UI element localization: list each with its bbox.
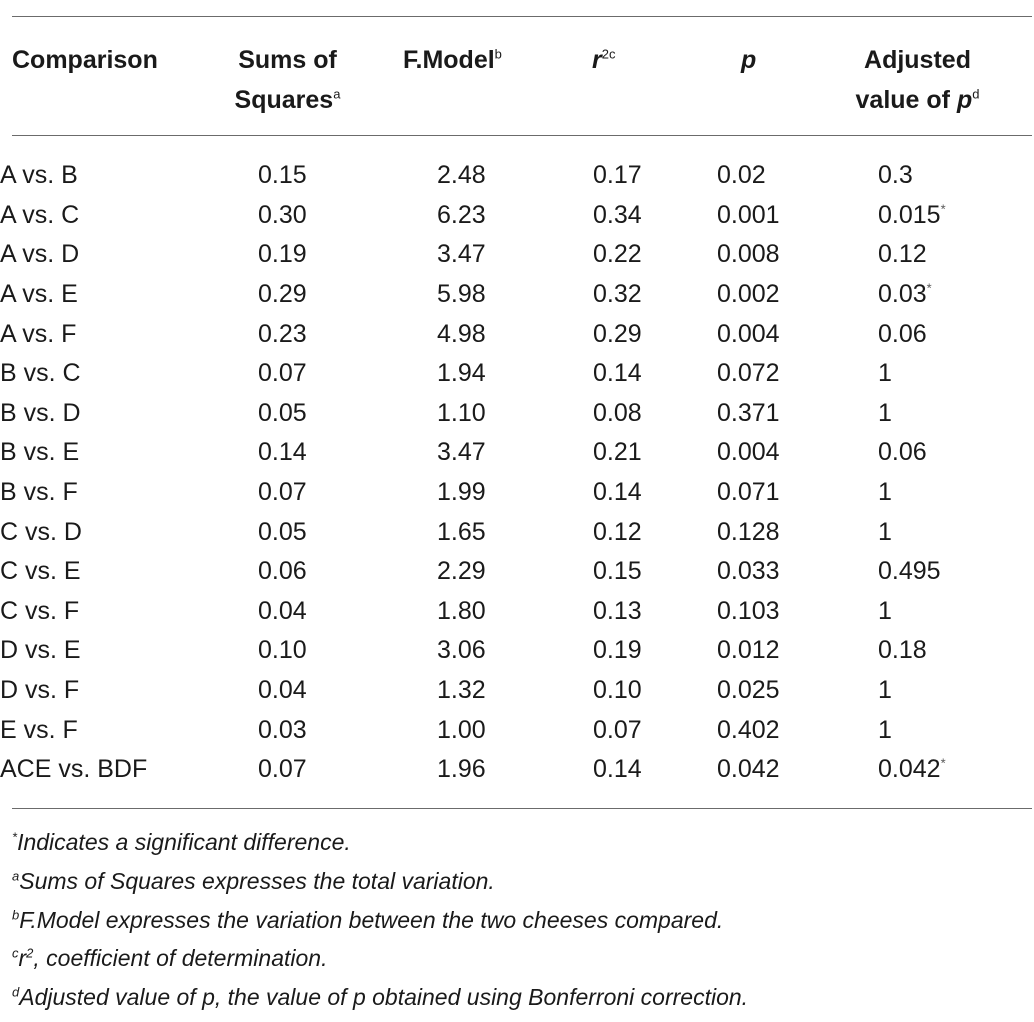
cell-comparison xyxy=(0,275,250,315)
cell-value: 0.12 xyxy=(593,517,642,546)
cell-value: 0.10 xyxy=(593,676,642,705)
cell-value: C vs. F xyxy=(0,596,80,625)
cell-adj xyxy=(877,631,1034,671)
cell-comparison xyxy=(0,631,250,671)
cell-fmodel xyxy=(425,235,593,275)
footnote-mark: * xyxy=(12,829,18,845)
cell-value: 0.012 xyxy=(717,636,780,665)
cell-r2 xyxy=(593,512,717,552)
footnote-b xyxy=(12,901,1027,940)
header-r2-sup: 2c xyxy=(601,46,616,62)
footnote-mark: a xyxy=(12,868,20,884)
cell-comparison xyxy=(0,314,250,354)
cell-value: 0.3 xyxy=(878,161,913,190)
cell-value: ACE vs. BDF xyxy=(0,755,148,784)
cell-sums xyxy=(250,156,425,196)
table-row xyxy=(0,671,1034,711)
header-adj-line1: Adjusted xyxy=(864,46,971,74)
cell-p xyxy=(717,314,877,354)
header-fmodel-label: F.Model xyxy=(403,46,495,74)
table-row xyxy=(0,156,1034,196)
cell-fmodel xyxy=(425,592,593,632)
cell-value: 0.06 xyxy=(878,319,927,348)
cell-value: 0.008 xyxy=(717,240,780,269)
cell-value: 0.23 xyxy=(258,319,307,348)
significance-mark: * xyxy=(926,280,932,296)
cell-value: 0.004 xyxy=(717,438,780,467)
cell-sums xyxy=(250,750,425,790)
cell-value: 1 xyxy=(878,517,892,546)
table-row xyxy=(0,196,1034,236)
cell-value: 0.29 xyxy=(258,280,307,309)
cell-adj xyxy=(877,750,1034,790)
cell-value: 3.06 xyxy=(437,636,486,665)
cell-value: 0.07 xyxy=(258,359,307,388)
cell-adj xyxy=(877,433,1034,473)
cell-value: 0.13 xyxy=(593,596,642,625)
cell-fmodel xyxy=(425,275,593,315)
table-row xyxy=(0,275,1034,315)
cell-value: 1.96 xyxy=(437,755,486,784)
cell-value: 0.21 xyxy=(593,438,642,467)
cell-adj xyxy=(877,354,1034,394)
cell-value: 1.94 xyxy=(437,359,486,388)
cell-r2 xyxy=(593,552,717,592)
table-row xyxy=(0,750,1034,790)
cell-fmodel xyxy=(425,473,593,513)
cell-value: 0.14 xyxy=(593,359,642,388)
cell-sums xyxy=(250,512,425,552)
cell-value: 0.08 xyxy=(593,398,642,427)
cell-value: 1.80 xyxy=(437,596,486,625)
cell-value: 0.22 xyxy=(593,240,642,269)
header-adjusted-p xyxy=(830,40,1005,120)
cell-value: 0.05 xyxy=(258,398,307,427)
cell-value: B vs. F xyxy=(0,478,78,507)
cell-value: A vs. E xyxy=(0,280,78,309)
cell-p xyxy=(717,275,877,315)
header-fmodel-sup: b xyxy=(494,46,502,62)
cell-sums xyxy=(250,433,425,473)
cell-fmodel xyxy=(425,631,593,671)
header-comparison xyxy=(12,40,158,80)
cell-fmodel xyxy=(425,671,593,711)
cell-value: 0.29 xyxy=(593,319,642,348)
cell-value: A vs. C xyxy=(0,200,80,229)
cell-value: 0.14 xyxy=(258,438,307,467)
cell-value: 0.002 xyxy=(717,280,780,309)
cell-fmodel xyxy=(425,512,593,552)
header-r2 xyxy=(592,40,615,80)
cell-value: 0.025 xyxy=(717,676,780,705)
cell-value: 0.07 xyxy=(593,715,642,744)
cell-value: 0.19 xyxy=(593,636,642,665)
cell-comparison xyxy=(0,750,250,790)
cell-value: 1 xyxy=(878,596,892,625)
cell-sums xyxy=(250,314,425,354)
footnote-text: r xyxy=(18,945,27,972)
cell-p xyxy=(717,750,877,790)
cell-value: 0.128 xyxy=(717,517,780,546)
cell-comparison xyxy=(0,354,250,394)
cell-fmodel xyxy=(425,196,593,236)
cell-fmodel xyxy=(425,394,593,434)
cell-value: 3.47 xyxy=(437,240,486,269)
cell-p xyxy=(717,394,877,434)
cell-r2 xyxy=(593,473,717,513)
cell-value: 0.03 xyxy=(258,715,307,744)
cell-value: B vs. E xyxy=(0,438,80,467)
significance-mark: * xyxy=(940,755,946,771)
cell-value: 0.32 xyxy=(593,280,642,309)
cell-value: 6.23 xyxy=(437,200,486,229)
cell-fmodel xyxy=(425,314,593,354)
header-adj-p: p xyxy=(956,86,973,114)
cell-r2 xyxy=(593,671,717,711)
cell-value: 0.07 xyxy=(258,755,307,784)
cell-value: 1 xyxy=(878,398,892,427)
cell-p xyxy=(717,473,877,513)
table-row xyxy=(0,433,1034,473)
cell-r2 xyxy=(593,354,717,394)
significance-mark: * xyxy=(940,201,946,217)
cell-comparison xyxy=(0,592,250,632)
table-row xyxy=(0,473,1034,513)
cell-sums xyxy=(250,592,425,632)
footnote-significance xyxy=(12,823,1027,862)
cell-value: 1.32 xyxy=(437,676,486,705)
cell-p xyxy=(717,592,877,632)
table-row xyxy=(0,235,1034,275)
cell-fmodel xyxy=(425,750,593,790)
header-adj-sup: d xyxy=(972,86,980,102)
cell-comparison xyxy=(0,156,250,196)
cell-adj xyxy=(877,473,1034,513)
cell-value: 1.00 xyxy=(437,715,486,744)
cell-p xyxy=(717,235,877,275)
cell-value: C vs. D xyxy=(0,517,82,546)
cell-value: A vs. F xyxy=(0,319,77,348)
header-sums-line1: Sums of xyxy=(238,46,337,74)
cell-value: 2.48 xyxy=(437,161,486,190)
cell-value: A vs. D xyxy=(0,240,80,269)
cell-value: C vs. E xyxy=(0,557,81,586)
cell-value: 1.65 xyxy=(437,517,486,546)
cell-value: 0.07 xyxy=(258,478,307,507)
cell-value: 0.12 xyxy=(878,240,927,269)
cell-fmodel xyxy=(425,710,593,750)
cell-adj xyxy=(877,671,1034,711)
footnote-text: Indicates a significant difference. xyxy=(17,829,351,855)
footnote-text-rest: , coefficient of determination. xyxy=(33,945,328,972)
header-comparison-label: Comparison xyxy=(12,46,158,74)
cell-p xyxy=(717,433,877,473)
cell-value: B vs. D xyxy=(0,398,81,427)
footnote-text: Adjusted value of p, the value of p obtained using Bonferroni correction. xyxy=(19,984,749,1011)
cell-value: 0.402 xyxy=(717,715,780,744)
footnotes xyxy=(12,823,1027,1017)
cell-r2 xyxy=(593,314,717,354)
cell-comparison xyxy=(0,473,250,513)
cell-sums xyxy=(250,196,425,236)
cell-p xyxy=(717,710,877,750)
cell-value: 0.042 xyxy=(717,755,780,784)
cell-value: 0.34 xyxy=(593,200,642,229)
cell-fmodel xyxy=(425,433,593,473)
header-fmodel xyxy=(403,40,502,80)
cell-sums xyxy=(250,631,425,671)
cell-r2 xyxy=(593,433,717,473)
cell-value: 1.10 xyxy=(437,398,486,427)
cell-fmodel xyxy=(425,354,593,394)
cell-sums xyxy=(250,552,425,592)
cell-p xyxy=(717,196,877,236)
cell-value: D vs. F xyxy=(0,676,80,705)
cell-value: A vs. B xyxy=(0,161,78,190)
cell-value: 0.042 xyxy=(878,755,941,784)
cell-adj xyxy=(877,314,1034,354)
cell-value: 5.98 xyxy=(437,280,486,309)
cell-value: 4.98 xyxy=(437,319,486,348)
cell-value: 0.15 xyxy=(258,161,307,190)
cell-adj xyxy=(877,196,1034,236)
cell-adj xyxy=(877,394,1034,434)
header-r2-label: r xyxy=(592,46,602,74)
cell-comparison xyxy=(0,433,250,473)
table-row xyxy=(0,314,1034,354)
cell-value: 1 xyxy=(878,359,892,388)
cell-value: D vs. E xyxy=(0,636,81,665)
cell-p xyxy=(717,512,877,552)
header-sums-sup: a xyxy=(333,86,341,102)
cell-value: 0.371 xyxy=(717,398,780,427)
cell-value: 0.15 xyxy=(593,557,642,586)
cell-value: 2.29 xyxy=(437,557,486,586)
footnote-a xyxy=(12,862,1027,901)
permanova-table xyxy=(0,156,1034,790)
table-row xyxy=(0,512,1034,552)
cell-r2 xyxy=(593,710,717,750)
cell-r2 xyxy=(593,750,717,790)
cell-value: 0.071 xyxy=(717,478,780,507)
cell-value: 1 xyxy=(878,478,892,507)
table-row xyxy=(0,354,1034,394)
cell-value: 0.103 xyxy=(717,596,780,625)
header-adj-line2: value of xyxy=(855,86,957,114)
cell-fmodel xyxy=(425,156,593,196)
cell-value: 1.99 xyxy=(437,478,486,507)
table-bottom-rule xyxy=(12,808,1032,809)
cell-value: 0.05 xyxy=(258,517,307,546)
table-row xyxy=(0,552,1034,592)
cell-sums xyxy=(250,394,425,434)
cell-fmodel xyxy=(425,552,593,592)
footnote-d xyxy=(12,978,1027,1017)
cell-value: 1 xyxy=(878,715,892,744)
cell-sums xyxy=(250,473,425,513)
cell-value: 0.30 xyxy=(258,200,307,229)
cell-value: 0.03 xyxy=(878,280,927,309)
cell-p xyxy=(717,552,877,592)
cell-value: 0.072 xyxy=(717,359,780,388)
cell-value: 0.17 xyxy=(593,161,642,190)
header-p xyxy=(741,40,756,80)
cell-r2 xyxy=(593,631,717,671)
footnote-mark: c xyxy=(12,945,19,961)
cell-r2 xyxy=(593,592,717,632)
cell-r2 xyxy=(593,275,717,315)
cell-comparison xyxy=(0,196,250,236)
footnote-sup: 2 xyxy=(26,945,34,961)
cell-value: 0.04 xyxy=(258,676,307,705)
cell-p xyxy=(717,156,877,196)
cell-comparison xyxy=(0,235,250,275)
cell-value: 0.19 xyxy=(258,240,307,269)
cell-adj xyxy=(877,275,1034,315)
cell-r2 xyxy=(593,235,717,275)
footnote-mark: d xyxy=(12,984,20,1000)
header-p-label: p xyxy=(741,46,757,74)
cell-value: 0.18 xyxy=(878,636,927,665)
cell-value: 0.495 xyxy=(878,557,941,586)
table-row xyxy=(0,394,1034,434)
cell-r2 xyxy=(593,196,717,236)
cell-comparison xyxy=(0,512,250,552)
cell-sums xyxy=(250,354,425,394)
cell-value: B vs. C xyxy=(0,359,81,388)
cell-p xyxy=(717,671,877,711)
cell-comparison xyxy=(0,394,250,434)
cell-r2 xyxy=(593,394,717,434)
cell-value: 0.06 xyxy=(878,438,927,467)
footnote-mark: b xyxy=(12,906,20,922)
cell-p xyxy=(717,631,877,671)
cell-value: 3.47 xyxy=(437,438,486,467)
table-body xyxy=(0,156,1034,790)
header-sums-of-squares xyxy=(200,40,375,120)
cell-p xyxy=(717,354,877,394)
cell-sums xyxy=(250,671,425,711)
cell-comparison xyxy=(0,710,250,750)
cell-sums xyxy=(250,710,425,750)
cell-value: E vs. F xyxy=(0,715,78,744)
cell-value: 0.033 xyxy=(717,557,780,586)
cell-value: 0.02 xyxy=(717,161,766,190)
cell-comparison xyxy=(0,671,250,711)
cell-adj xyxy=(877,235,1034,275)
cell-value: 0.015 xyxy=(878,200,941,229)
cell-value: 0.06 xyxy=(258,557,307,586)
footnote-text: Sums of Squares expresses the total variation. xyxy=(19,867,495,894)
cell-adj xyxy=(877,552,1034,592)
cell-value: 0.004 xyxy=(717,319,780,348)
cell-comparison xyxy=(0,552,250,592)
cell-value: 0.14 xyxy=(593,755,642,784)
cell-sums xyxy=(250,275,425,315)
header-sums-line2: Squares xyxy=(234,86,334,114)
cell-adj xyxy=(877,710,1034,750)
cell-value: 0.001 xyxy=(717,200,780,229)
cell-adj xyxy=(877,156,1034,196)
footnote-text: F.Model expresses the variation between the two cheeses compared. xyxy=(19,906,724,933)
footnote-c xyxy=(12,939,1027,978)
cell-value: 0.04 xyxy=(258,596,307,625)
cell-adj xyxy=(877,512,1034,552)
cell-r2 xyxy=(593,156,717,196)
table-top-rule xyxy=(12,16,1032,17)
cell-value: 1 xyxy=(878,676,892,705)
table-row xyxy=(0,592,1034,632)
cell-sums xyxy=(250,235,425,275)
table-row xyxy=(0,710,1034,750)
table-row xyxy=(0,631,1034,671)
table-header-rule xyxy=(12,135,1032,136)
cell-value: 0.10 xyxy=(258,636,307,665)
cell-value: 0.14 xyxy=(593,478,642,507)
cell-adj xyxy=(877,592,1034,632)
